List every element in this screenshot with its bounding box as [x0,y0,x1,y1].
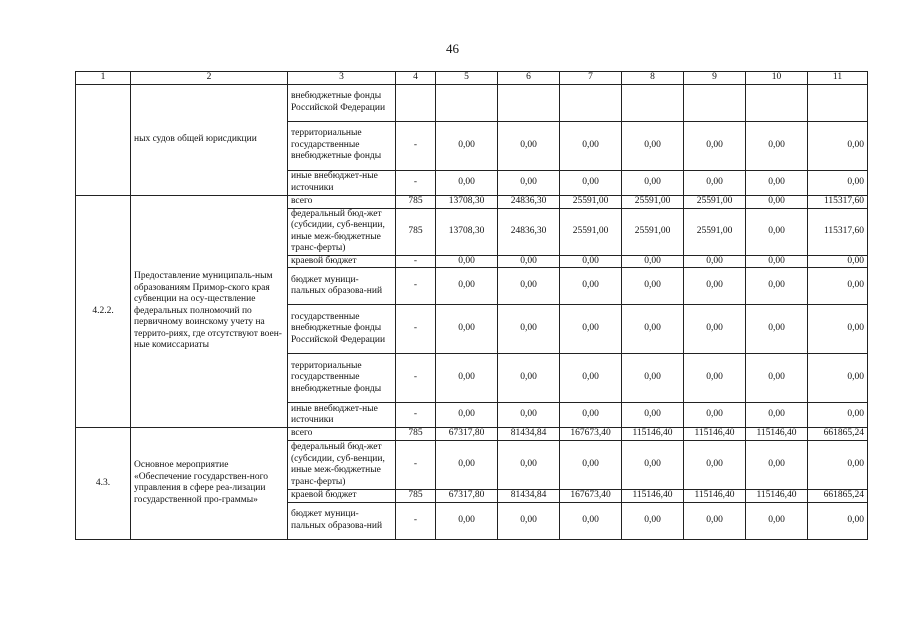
total-cell: 0,00 [808,121,868,170]
amount-cell: 0,00 [684,502,746,539]
amount-cell: 25591,00 [622,195,684,208]
funding-source: территориальные государственные внебюджетные фонды [288,354,396,403]
amount-cell [498,84,560,121]
amount-cell: 0,00 [436,268,498,305]
amount-cell: 0,00 [560,354,622,403]
header-cell: 3 [288,72,396,85]
grbs-code-cell: 785 [396,428,436,441]
amount-cell: 0,00 [622,255,684,268]
funding-source: иные внебюджет-ные источники [288,403,396,428]
total-cell: 115317,60 [808,195,868,208]
funding-source: федеральный бюд-жет (субсидии, суб-венции, иные меж-бюджетные транс-ферты) [288,208,396,255]
grbs-code-cell: - [396,170,436,195]
total-cell: 115317,60 [808,208,868,255]
amount-cell: 0,00 [498,121,560,170]
grbs-code-cell: - [396,502,436,539]
total-cell: 661865,24 [808,490,868,503]
amount-cell: 0,00 [684,354,746,403]
amount-cell: 167673,40 [560,428,622,441]
amount-cell: 25591,00 [684,208,746,255]
amount-cell: 0,00 [746,195,808,208]
amount-cell: 0,00 [560,268,622,305]
header-cell: 5 [436,72,498,85]
header-cell: 6 [498,72,560,85]
amount-cell: 0,00 [746,305,808,354]
amount-cell: 0,00 [746,502,808,539]
amount-cell [436,84,498,121]
amount-cell: 13708,30 [436,195,498,208]
item-code [76,84,131,195]
table-row [76,428,868,441]
amount-cell: 0,00 [746,441,808,490]
grbs-code-cell: - [396,268,436,305]
amount-cell: 25591,00 [560,195,622,208]
amount-cell: 0,00 [498,354,560,403]
amount-cell: 0,00 [746,121,808,170]
amount-cell: 0,00 [498,170,560,195]
item-name: ных судов общей юрисдикции [131,84,288,195]
funding-source: иные внебюджет-ные источники [288,170,396,195]
header-cell: 9 [684,72,746,85]
grbs-code-cell: - [396,305,436,354]
grbs-code-cell: - [396,121,436,170]
amount-cell [560,84,622,121]
amount-cell: 0,00 [436,403,498,428]
item-name: Предоставление муниципаль-ным образованиям Примор-ского края субвенции на осу-ществление федеральных полномочий по первичному воинскому учету на террито-риях, где отсутствуют воен-ные комиссариаты [131,195,288,428]
amount-cell: 0,00 [436,354,498,403]
amount-cell: 24836,30 [498,208,560,255]
amount-cell: 0,00 [684,255,746,268]
item-code: 4.3. [76,428,131,540]
amount-cell: 115146,40 [622,428,684,441]
amount-cell: 0,00 [436,441,498,490]
table-row [76,84,868,121]
amount-cell: 115146,40 [622,490,684,503]
amount-cell: 115146,40 [684,428,746,441]
funding-source: территориальные государственные внебюджетные фонды [288,121,396,170]
amount-cell: 0,00 [436,255,498,268]
funding-source: федеральный бюд-жет (субсидии, суб-венции, иные меж-бюджетные транс-ферты) [288,441,396,490]
budget-table [75,71,868,540]
funding-source: краевой бюджет [288,255,396,268]
amount-cell: 115146,40 [746,428,808,441]
amount-cell: 0,00 [436,170,498,195]
amount-cell: 0,00 [622,268,684,305]
header-cell: 1 [76,72,131,85]
amount-cell: 0,00 [684,121,746,170]
funding-source: внебюджетные фонды Российской Федерации [288,84,396,121]
amount-cell: 25591,00 [560,208,622,255]
amount-cell: 0,00 [498,502,560,539]
grbs-code-cell [396,84,436,121]
grbs-code-cell: 785 [396,195,436,208]
amount-cell: 0,00 [684,268,746,305]
grbs-code-cell: - [396,255,436,268]
amount-cell: 81434,84 [498,490,560,503]
amount-cell: 24836,30 [498,195,560,208]
total-cell: 0,00 [808,354,868,403]
total-cell: 0,00 [808,441,868,490]
funding-source: всего [288,195,396,208]
amount-cell: 13708,30 [436,208,498,255]
header-row [76,72,868,85]
item-code: 4.2.2. [76,195,131,428]
header-cell: 11 [808,72,868,85]
funding-source: бюджет муници-пальных образова-ний [288,268,396,305]
amount-cell: 0,00 [560,441,622,490]
amount-cell: 0,00 [684,441,746,490]
total-cell: 0,00 [808,268,868,305]
amount-cell [684,84,746,121]
header-cell: 4 [396,72,436,85]
funding-source: всего [288,428,396,441]
amount-cell: 0,00 [622,354,684,403]
amount-cell: 115146,40 [746,490,808,503]
amount-cell: 0,00 [560,403,622,428]
amount-cell: 25591,00 [684,195,746,208]
funding-source: государственные внебюджетные фонды Российской Федерации [288,305,396,354]
amount-cell [622,84,684,121]
amount-cell: 0,00 [622,403,684,428]
funding-source: краевой бюджет [288,490,396,503]
total-cell: 0,00 [808,255,868,268]
amount-cell: 0,00 [746,255,808,268]
header-cell: 2 [131,72,288,85]
amount-cell: 0,00 [746,208,808,255]
grbs-code-cell: 785 [396,208,436,255]
funding-source: бюджет муници-пальных образова-ний [288,502,396,539]
total-cell [808,84,868,121]
amount-cell: 0,00 [622,170,684,195]
amount-cell: 0,00 [560,255,622,268]
amount-cell: 0,00 [498,268,560,305]
grbs-code-cell: - [396,354,436,403]
amount-cell: 0,00 [560,502,622,539]
amount-cell: 0,00 [622,121,684,170]
amount-cell: 0,00 [560,305,622,354]
table-body [76,72,868,540]
amount-cell: 0,00 [498,441,560,490]
amount-cell: 0,00 [684,305,746,354]
grbs-code-cell: - [396,441,436,490]
amount-cell: 0,00 [684,170,746,195]
amount-cell: 0,00 [622,305,684,354]
total-cell: 0,00 [808,502,868,539]
header-cell: 10 [746,72,808,85]
amount-cell: 115146,40 [684,490,746,503]
amount-cell: 0,00 [560,121,622,170]
amount-cell: 167673,40 [560,490,622,503]
amount-cell: 0,00 [746,354,808,403]
table-row [76,195,868,208]
amount-cell: 0,00 [746,403,808,428]
page-number: 46 [446,41,459,56]
amount-cell: 0,00 [498,403,560,428]
header-cell: 8 [622,72,684,85]
amount-cell: 0,00 [498,255,560,268]
amount-cell: 0,00 [436,121,498,170]
amount-cell: 0,00 [436,502,498,539]
total-cell: 0,00 [808,305,868,354]
header-cell: 7 [560,72,622,85]
grbs-code-cell: 785 [396,490,436,503]
item-name: Основное мероприятие «Обеспечение государствен-ного управления в сфере реа-лизации государственной про-граммы» [131,428,288,540]
total-cell: 661865,24 [808,428,868,441]
total-cell: 0,00 [808,170,868,195]
amount-cell: 0,00 [498,305,560,354]
amount-cell: 25591,00 [622,208,684,255]
amount-cell: 0,00 [684,403,746,428]
total-cell: 0,00 [808,403,868,428]
amount-cell [746,84,808,121]
grbs-code-cell: - [396,403,436,428]
amount-cell: 0,00 [436,305,498,354]
amount-cell: 0,00 [746,268,808,305]
amount-cell: 67317,80 [436,428,498,441]
amount-cell: 0,00 [560,170,622,195]
amount-cell: 0,00 [622,441,684,490]
amount-cell: 67317,80 [436,490,498,503]
amount-cell: 0,00 [622,502,684,539]
amount-cell: 0,00 [746,170,808,195]
amount-cell: 81434,84 [498,428,560,441]
